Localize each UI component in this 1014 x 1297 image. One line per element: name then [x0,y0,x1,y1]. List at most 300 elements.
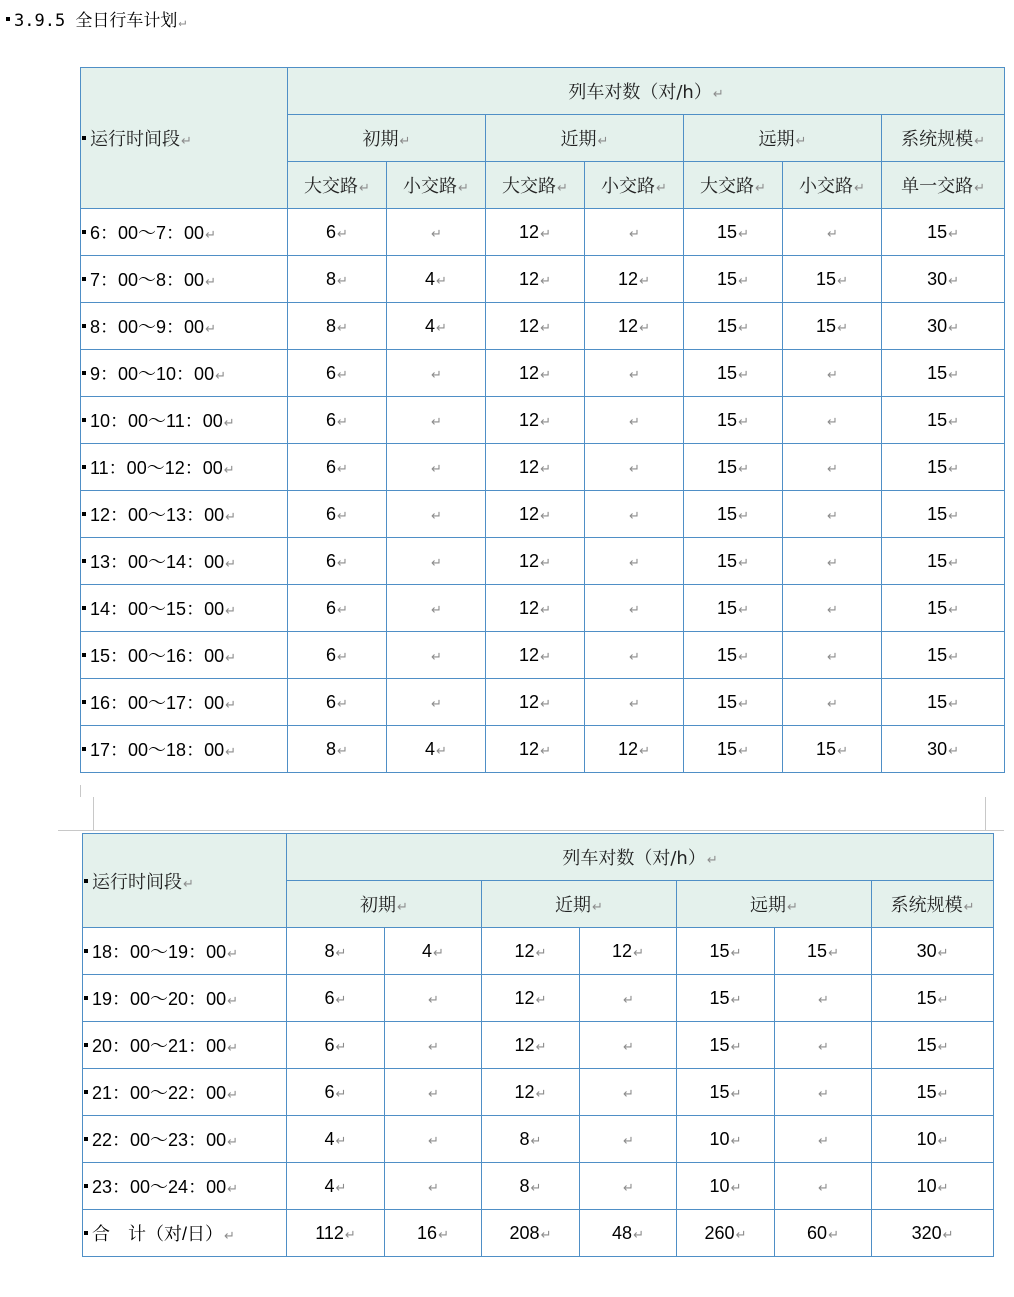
return-mark-icon: ↵ [827,507,838,523]
train-pairs-value: 15 [717,550,738,571]
train-pairs-cell [872,1069,994,1116]
train-pairs-value: 6 [326,691,337,712]
time-period-cell [81,585,288,632]
train-pairs-value: 320 [911,1222,942,1243]
train-pairs-cell [677,1116,775,1163]
return-mark-icon: ↵ [828,1226,839,1242]
page-break-guide [93,797,94,831]
return-mark-icon: ↵ [629,460,640,476]
paragraph-mark-icon [82,512,86,516]
train-pairs-value: 12 [519,221,540,242]
train-pairs-cell [677,1069,775,1116]
train-pairs-value: 6 [326,503,337,524]
return-mark-icon: ↵ [937,1038,949,1054]
train-pairs-value: 10 [709,1175,730,1196]
train-pairs-cell [783,538,882,585]
train-pairs-cell [872,1163,994,1210]
train-pairs-value: 15 [927,503,948,524]
return-mark-icon: ↵ [787,900,798,915]
train-pairs-value: 15 [927,456,948,477]
train-pairs-cell [783,397,882,444]
paragraph-mark-icon [82,230,86,234]
train-pairs-cell [585,632,684,679]
train-pairs-value: 6 [324,1081,335,1102]
paragraph-mark-icon [82,418,86,422]
train-pairs-cell [775,1022,872,1069]
train-pairs-cell [684,632,783,679]
time-period-label: 16：00～17：00 [90,693,225,713]
time-period-label: 12：00～13：00 [90,505,225,525]
time-period-cell [81,256,288,303]
return-mark-icon: ↵ [738,742,749,758]
train-pairs-value: 112 [315,1222,344,1243]
table-row [81,303,1005,350]
train-pairs-cell [677,1022,775,1069]
train-pairs-value: 30 [927,738,948,759]
return-mark-icon: ↵ [639,742,650,758]
train-pairs-value: 4 [324,1175,335,1196]
return-mark-icon: ↵ [337,507,348,523]
return-mark-icon: ↵ [948,460,960,476]
train-pairs-value: 15 [717,315,738,336]
train-pairs-cell [684,726,783,773]
train-pairs-cell [585,444,684,491]
train-pairs-value: 12 [514,1034,535,1055]
train-pairs-value: 12 [519,644,540,665]
header-stage-label: 初期 [360,895,397,916]
table-row [83,1069,994,1116]
time-period-cell [81,538,288,585]
return-mark-icon: ↵ [225,650,236,665]
train-pairs-value: 12 [519,503,540,524]
return-mark-icon: ↵ [431,507,442,523]
return-mark-icon: ↵ [530,1132,542,1148]
train-pairs-cell [585,397,684,444]
train-pairs-value: 15 [709,940,730,961]
table-row [81,632,1005,679]
train-pairs-cell [287,1210,385,1257]
return-mark-icon: ↵ [227,993,238,1008]
header-train-pairs [287,834,994,881]
time-period-label: 19：00～20：00 [92,989,227,1009]
train-pairs-value: 15 [717,738,738,759]
train-pairs-cell [482,1210,580,1257]
train-pairs-value: 6 [326,644,337,665]
train-pairs-value: 15 [816,315,837,336]
train-pairs-cell [882,256,1005,303]
train-pairs-cell [387,679,486,726]
return-mark-icon: ↵ [205,274,216,289]
return-mark-icon: ↵ [335,944,347,960]
train-pairs-value: 15 [709,987,730,1008]
return-mark-icon: ↵ [937,991,949,1007]
train-pairs-cell [585,726,684,773]
return-mark-icon: ↵ [428,1132,439,1148]
return-mark-icon: ↵ [937,1085,949,1101]
return-mark-icon: ↵ [223,415,235,430]
paragraph-mark-icon [82,653,86,657]
paragraph-mark-icon [82,606,86,610]
time-period-cell [83,1116,287,1163]
return-mark-icon: ↵ [948,413,960,429]
train-pairs-cell [882,538,1005,585]
train-pairs-value: 6 [326,550,337,571]
train-pairs-cell [387,491,486,538]
return-mark-icon: ↵ [337,648,348,664]
header-stage [288,115,486,162]
train-pairs-value: 12 [519,409,540,430]
train-pairs-cell [580,1069,677,1116]
train-pairs-cell [684,397,783,444]
train-pairs-cell [385,1210,482,1257]
time-period-label: 20：00～21：00 [92,1036,227,1056]
time-period-cell [83,1022,287,1069]
table-row [81,444,1005,491]
return-mark-icon: ↵ [540,272,551,288]
return-mark-icon: ↵ [827,413,838,429]
return-mark-icon: ↵ [431,554,442,570]
return-mark-icon: ↵ [837,272,848,288]
return-mark-icon: ↵ [337,225,348,241]
return-mark-icon: ↵ [181,134,192,149]
header-route-label: 小交路 [799,176,854,197]
train-pairs-cell [585,491,684,538]
train-pairs-cell [482,1022,580,1069]
return-mark-icon: ↵ [837,742,848,758]
return-mark-icon: ↵ [183,876,194,892]
return-mark-icon: ↵ [436,742,447,758]
train-pairs-cell [872,1022,994,1069]
train-pairs-cell [684,303,783,350]
train-pairs-cell [783,632,882,679]
table-row [81,585,1005,632]
time-period-cell [81,679,288,726]
train-pairs-cell [385,928,482,975]
return-mark-icon: ↵ [837,319,848,335]
train-schedule-table-part2 [82,833,994,1257]
train-pairs-cell [288,209,387,256]
header-time-period [81,68,288,209]
return-mark-icon: ↵ [540,366,551,382]
train-pairs-cell [580,1116,677,1163]
train-pairs-cell [585,679,684,726]
return-mark-icon: ↵ [535,944,547,960]
return-mark-icon: ↵ [639,319,650,335]
train-pairs-cell [486,491,585,538]
train-pairs-cell [872,1116,994,1163]
return-mark-icon: ↵ [974,181,985,196]
time-period-cell [81,491,288,538]
paragraph-mark-icon [84,949,88,953]
return-mark-icon: ↵ [633,1226,644,1242]
train-pairs-value: 10 [916,1175,937,1196]
return-mark-icon: ↵ [623,1038,634,1054]
time-period-label: 15：00～16：00 [90,646,225,666]
header-route [783,162,882,209]
return-mark-icon: ↵ [337,601,348,617]
time-period-cell [81,632,288,679]
return-mark-icon: ↵ [540,225,551,241]
return-mark-icon: ↵ [738,413,749,429]
train-pairs-value: 12 [612,940,633,961]
train-pairs-value: 12 [514,1081,535,1102]
return-mark-icon: ↵ [223,462,235,477]
train-pairs-cell [580,1022,677,1069]
return-mark-icon: ↵ [942,1226,954,1242]
header-stage [486,115,684,162]
return-mark-icon: ↵ [948,319,960,335]
train-pairs-cell [486,632,585,679]
time-period-cell [81,350,288,397]
section-heading [6,6,186,31]
header-stage [872,881,994,928]
return-mark-icon: ↵ [337,695,348,711]
train-pairs-value: 15 [816,268,837,289]
return-mark-icon: ↵ [974,134,985,149]
train-pairs-cell [287,1022,385,1069]
train-pairs-value: 12 [519,691,540,712]
train-pairs-cell [684,444,783,491]
return-mark-icon: ↵ [629,695,640,711]
train-pairs-cell [482,1069,580,1116]
header-stage-label: 系统规模 [901,129,974,150]
return-mark-icon: ↵ [399,134,411,149]
return-mark-icon: ↵ [948,648,960,664]
paragraph-mark-icon [84,879,88,883]
train-pairs-cell [585,538,684,585]
header-stage [882,115,1005,162]
return-mark-icon: ↵ [730,1132,742,1148]
return-mark-icon: ↵ [735,1226,747,1242]
train-pairs-cell [482,928,580,975]
return-mark-icon: ↵ [827,695,838,711]
return-mark-icon: ↵ [431,601,442,617]
train-pairs-cell [882,444,1005,491]
return-mark-icon: ↵ [629,413,640,429]
train-pairs-cell [288,632,387,679]
return-mark-icon: ↵ [431,648,442,664]
return-mark-icon: ↵ [433,944,444,960]
return-mark-icon: ↵ [948,554,960,570]
train-pairs-cell [387,632,486,679]
time-period-label: 22：00～23：00 [92,1130,227,1150]
return-mark-icon: ↵ [706,853,718,868]
return-mark-icon: ↵ [738,695,749,711]
table-row [83,1022,994,1069]
train-pairs-cell [783,444,882,491]
train-pairs-cell [783,491,882,538]
table-row [81,350,1005,397]
return-mark-icon: ↵ [623,991,634,1007]
return-mark-icon: ↵ [730,1179,742,1195]
return-mark-icon: ↵ [755,181,766,196]
return-mark-icon: ↵ [428,991,439,1007]
return-mark-icon: ↵ [225,744,236,759]
header-train-pairs-label: 列车对数（对/h） [562,848,706,869]
table-row [83,1210,994,1257]
return-mark-icon: ↵ [335,991,347,1007]
train-pairs-cell [486,256,585,303]
train-pairs-cell [677,1210,775,1257]
train-pairs-cell [783,679,882,726]
train-pairs-value: 15 [717,409,738,430]
return-mark-icon: ↵ [337,554,348,570]
time-period-label: 23：00～24：00 [92,1177,227,1197]
train-pairs-cell [486,397,585,444]
return-mark-icon: ↵ [738,507,749,523]
header-train-pairs [288,68,1005,115]
return-mark-icon: ↵ [656,181,667,196]
train-pairs-cell [486,538,585,585]
train-pairs-cell [882,726,1005,773]
train-pairs-value: 12 [519,597,540,618]
train-pairs-cell [482,1116,580,1163]
train-pairs-cell [684,491,783,538]
train-pairs-cell [387,397,486,444]
train-pairs-cell [882,350,1005,397]
return-mark-icon: ↵ [335,1179,347,1195]
train-pairs-value: 15 [717,644,738,665]
return-mark-icon: ↵ [629,554,640,570]
return-mark-icon: ↵ [629,366,640,382]
train-pairs-cell [872,975,994,1022]
train-pairs-cell [882,303,1005,350]
train-pairs-cell [585,256,684,303]
train-pairs-value: 15 [916,987,937,1008]
time-period-label: 21：00～22：00 [92,1083,227,1103]
time-period-label: 9：00～10：00 [90,364,215,384]
return-mark-icon: ↵ [738,225,749,241]
train-pairs-cell [783,256,882,303]
return-mark-icon: ↵ [438,1226,449,1242]
train-pairs-value: 15 [709,1081,730,1102]
train-pairs-cell [775,1210,872,1257]
header-route [585,162,684,209]
return-mark-icon: ↵ [431,460,442,476]
return-mark-icon: ↵ [828,944,839,960]
header-stage-label: 近期 [560,129,597,150]
train-pairs-value: 15 [717,456,738,477]
header-stage-label: 系统规模 [890,895,963,916]
return-mark-icon: ↵ [629,601,640,617]
return-mark-icon: ↵ [227,1134,238,1149]
train-pairs-cell [288,726,387,773]
return-mark-icon: ↵ [540,695,551,711]
time-period-label: 18：00～19：00 [92,942,227,962]
train-pairs-cell [385,1163,482,1210]
return-mark-icon: ↵ [205,321,216,336]
train-pairs-cell [385,1069,482,1116]
train-pairs-value: 6 [326,221,337,242]
return-mark-icon: ↵ [818,1179,829,1195]
paragraph-mark-icon [84,1184,88,1188]
train-pairs-cell [882,491,1005,538]
train-pairs-cell [775,1116,872,1163]
time-period-label: 合 计（对/日） [92,1224,224,1244]
return-mark-icon: ↵ [335,1132,347,1148]
train-pairs-value: 12 [519,738,540,759]
train-pairs-value: 260 [704,1222,735,1243]
train-pairs-cell [486,303,585,350]
train-pairs-value: 15 [717,691,738,712]
train-pairs-value: 12 [519,550,540,571]
return-mark-icon: ↵ [540,413,551,429]
train-pairs-value: 6 [326,456,337,477]
header-stage [684,115,882,162]
train-pairs-cell [288,397,387,444]
return-mark-icon: ↵ [633,944,644,960]
return-mark-icon: ↵ [948,272,960,288]
header-route [684,162,783,209]
return-mark-icon: ↵ [937,944,949,960]
table-row [81,256,1005,303]
paragraph-mark-icon [6,17,10,21]
train-pairs-value: 12 [519,315,540,336]
time-period-cell [81,397,288,444]
train-pairs-cell [288,679,387,726]
return-mark-icon: ↵ [535,1038,547,1054]
paragraph-mark-icon [82,324,86,328]
train-pairs-cell [288,585,387,632]
return-mark-icon: ↵ [827,601,838,617]
return-mark-icon: ↵ [431,413,442,429]
return-mark-icon: ↵ [730,991,742,1007]
paragraph-mark-icon [84,1043,88,1047]
return-mark-icon: ↵ [540,648,551,664]
train-pairs-cell [387,444,486,491]
train-pairs-value: 4 [425,315,436,336]
return-mark-icon: ↵ [225,556,236,571]
return-mark-icon: ↵ [557,181,568,196]
return-mark-icon: ↵ [854,181,865,196]
train-pairs-value: 15 [927,221,948,242]
train-pairs-value: 4 [425,738,436,759]
train-pairs-cell [287,1116,385,1163]
return-mark-icon: ↵ [948,366,960,382]
paragraph-mark-icon [84,1090,88,1094]
train-pairs-cell [580,1210,677,1257]
return-mark-icon: ↵ [937,1179,949,1195]
time-period-cell [83,975,287,1022]
return-mark-icon: ↵ [337,319,348,335]
time-period-cell [83,1069,287,1116]
train-pairs-cell [486,679,585,726]
return-mark-icon: ↵ [337,460,348,476]
train-pairs-value: 30 [916,940,937,961]
table-row [81,397,1005,444]
train-pairs-cell [783,209,882,256]
time-period-cell [83,1210,287,1257]
header-route [288,162,387,209]
paragraph-mark-icon [82,559,86,563]
return-mark-icon: ↵ [227,1087,238,1102]
train-pairs-value: 6 [324,1034,335,1055]
train-pairs-cell [486,585,585,632]
time-period-label: 14：00～15：00 [90,599,225,619]
train-pairs-value: 30 [927,315,948,336]
train-pairs-value: 12 [618,315,639,336]
train-pairs-value: 60 [807,1222,828,1243]
return-mark-icon: ↵ [818,1038,829,1054]
train-pairs-cell [882,679,1005,726]
train-pairs-cell [482,1163,580,1210]
return-mark-icon: ↵ [730,1038,742,1054]
train-pairs-value: 12 [514,987,535,1008]
table-row [81,679,1005,726]
train-pairs-cell [677,975,775,1022]
return-mark-icon: ↵ [738,648,749,664]
train-pairs-cell [585,585,684,632]
